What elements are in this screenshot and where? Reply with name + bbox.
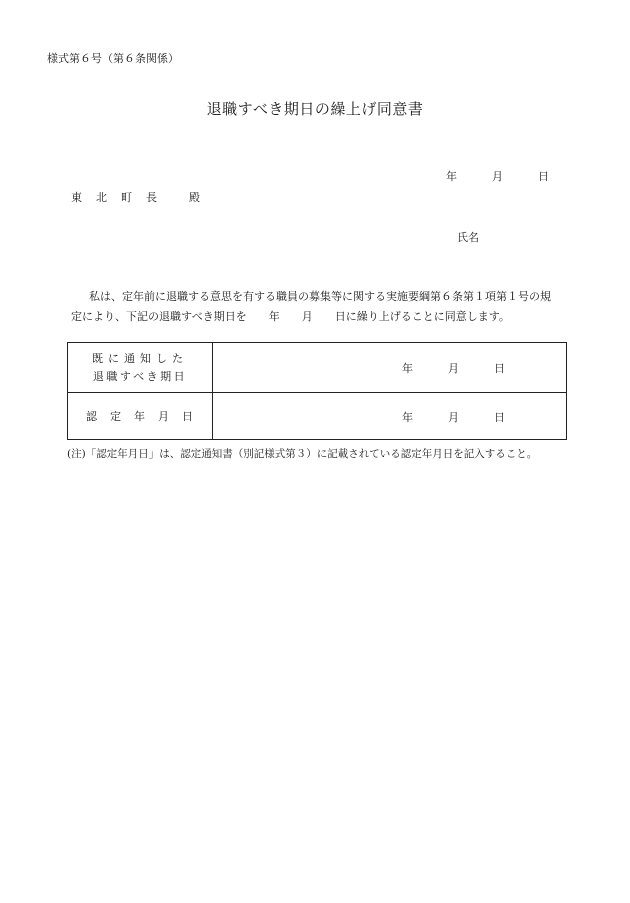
footnote: (注)「認定年月日」は、認定通知書（別記様式第３）に記載されている認定年月日を記入すること。 (67, 448, 538, 460)
form-number: 様式第６号（第６条関係） (47, 52, 179, 65)
addressee-honorific: 殿 (189, 191, 200, 204)
certified-date-field[interactable] (213, 393, 566, 440)
document-title: 退職すべき期日の繰上げ同意書 (206, 100, 424, 118)
consent-statement (67, 287, 587, 327)
statement-line-2: 定により、下記の退職すべき期日を 年 月 日に繰り上げることに同意します。 (71, 310, 510, 323)
certified-date-label: 認 定 年 月 日 (68, 393, 213, 440)
field-day-label: 日 (494, 410, 505, 424)
statement-line-1: 私は、定年前に退職する意思を有する職員の募集等に関する実施要綱第６条第１項第１号の規 (89, 290, 551, 303)
addressee-char: 北 (96, 191, 107, 204)
name-label: 氏名 (457, 231, 479, 244)
field-year-label: 年 (402, 361, 413, 375)
notified-date-field[interactable] (213, 343, 566, 392)
date-year-label: 年 (446, 170, 457, 183)
notified-date-label: 既に通知した 退職すべき期日 (68, 343, 213, 392)
date-table (67, 342, 567, 440)
field-year-label: 年 (402, 410, 413, 424)
field-day-label: 日 (494, 361, 505, 375)
table-row-certified-date (68, 393, 566, 440)
field-month-label: 月 (448, 410, 459, 424)
addressee-char: 東 (71, 191, 82, 204)
addressee (71, 189, 200, 205)
table-row-notified-date (68, 343, 566, 393)
addressee-char: 長 (146, 191, 157, 204)
addressee-char: 町 (121, 191, 132, 204)
date-day-label: 日 (538, 170, 549, 183)
date-month-label: 月 (492, 170, 503, 183)
field-month-label: 月 (448, 361, 459, 375)
